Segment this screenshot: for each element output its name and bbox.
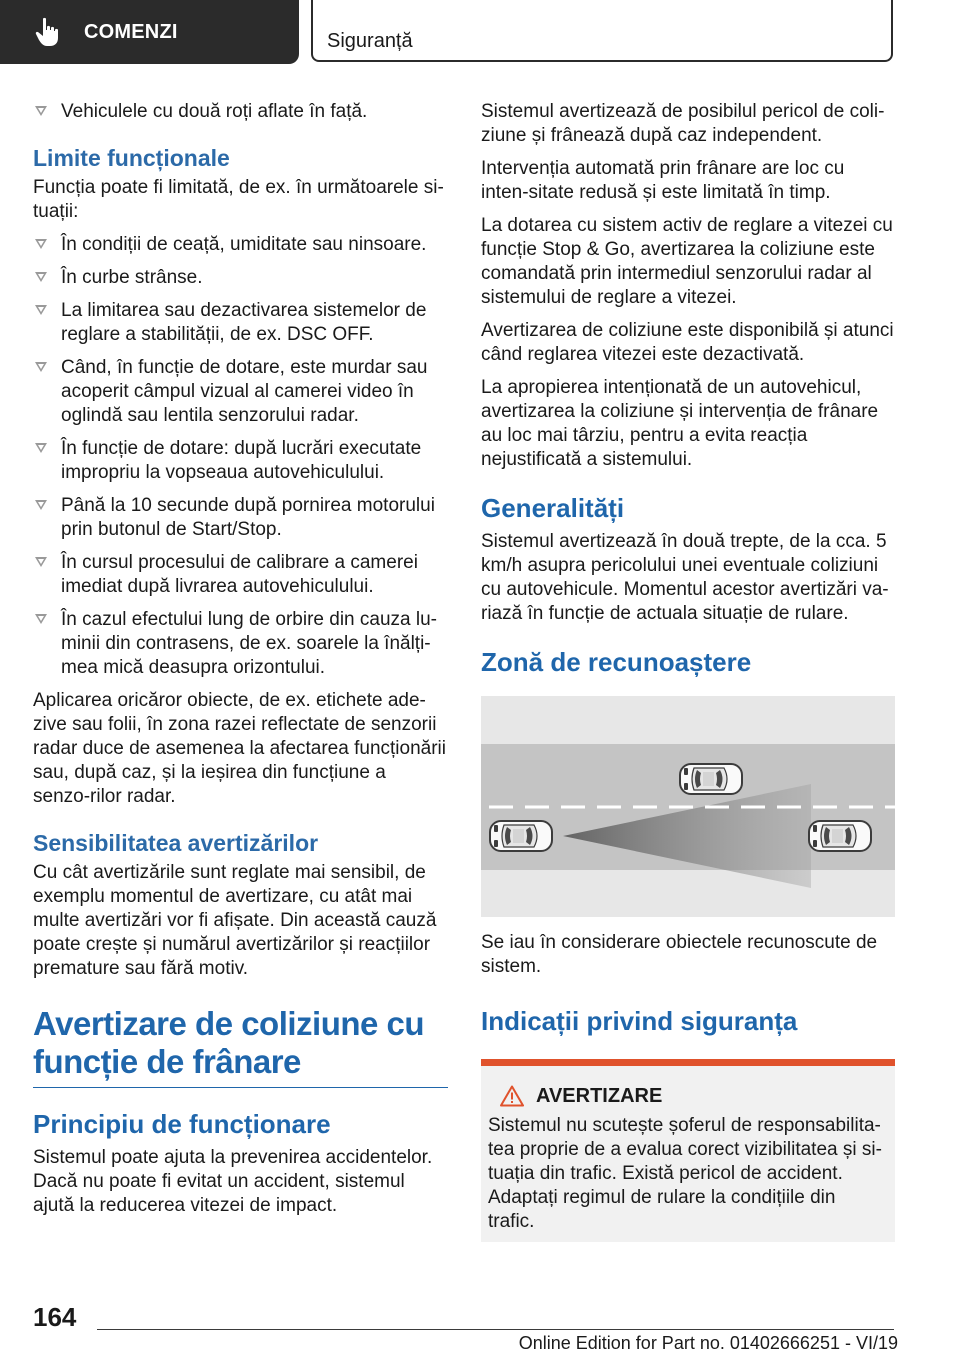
list-item: În curbe strânse. — [33, 266, 448, 290]
bullet-triangle-icon — [35, 272, 47, 282]
chapter-title: COMENZI — [84, 20, 178, 43]
principle-text: Sistemul poate ajuta la prevenirea accidentelor. Dacă nu poate fi evitat un accident, sistemul ajută la reducerea vitezei de impact. — [33, 1147, 433, 1216]
warning-text: Sistemul nu scutește șoferul de responsabilita-tea proprie de a evalua corect vizibilitatea și si-tuația din trafic. Există pericol de accident. Adaptați regimul de rulare la condițiile din trafic. — [488, 1115, 882, 1232]
footer-divider — [97, 1329, 894, 1330]
car-icon — [809, 821, 871, 851]
paragraph: La dotarea cu sistem activ de reglare a vitezei cu funcție Stop & Go, avertizarea la coliziune este comandată prin intermediul senzorului radar al sistemului de reglare a vitezei. — [481, 215, 893, 308]
list-item: În cursul procesului de calibrare a camerei imediat după livrarea autovehiculului. — [33, 551, 448, 599]
car-icon — [490, 821, 552, 851]
right-column — [481, 100, 895, 1242]
list-item: În funcție de dotare: după lucrări executate impropriu la vopseaua autovehiculului. — [33, 437, 448, 485]
general-text: Sistemul avertizează în două trepte, de la cca. 5 km/h asupra pericolului unei eventuale coliziuni cu autovehicule. Momentul acestor avertizări va-riază în funcție de actuala situație de rulare. — [481, 531, 889, 624]
warning-triangle-icon — [500, 1085, 524, 1107]
paragraph: Intervenția automată prin frânare are loc cu inten-sitate redusă și este limitată în timp. — [481, 158, 845, 203]
warning-title-row — [488, 1084, 887, 1108]
bullet-triangle-icon — [35, 362, 47, 372]
list-item: Când, în funcție de dotare, este murdar sau acoperit câmpul vizual al camerei video în oglindă sau lentila senzorului radar. — [33, 356, 448, 428]
warning-title: AVERTIZARE — [536, 1085, 663, 1107]
bullet-triangle-icon — [35, 557, 47, 567]
edition-text: Online Edition for Part no. 01402666251 - VI/19 — [518, 1333, 898, 1353]
left-column — [33, 100, 448, 1227]
bullet-triangle-icon — [35, 106, 47, 116]
paragraph: Avertizarea de coliziune este disponibilă și atunci când reglarea vitezei este dezactivată. — [481, 320, 894, 365]
list-item: În condiții de ceață, umiditate sau ninsoare. — [33, 233, 448, 257]
list-item: Vehiculele cu două roți aflate în față. — [33, 100, 448, 124]
bullet-triangle-icon — [35, 305, 47, 315]
limits-heading: Limite funcționale — [33, 145, 230, 171]
list-item: În cazul efectului lung de orbire din cauza lu-minii din contrasens, de ex. soarele la înălți-mea mică deasupra orizontului. — [33, 608, 448, 680]
bullet-triangle-icon — [35, 443, 47, 453]
sensitivity-text: Cu cât avertizările sunt reglate mai sensibil, de exemplu momentul de avertizare, cu atât mai multe avertizări vor fi afișate. Din această cauză poate crește și numărul avertizărilor și reacțiilor premature sau fără motiv. — [33, 862, 437, 979]
page-number: 164 — [33, 1302, 77, 1332]
chapter-tab[interactable] — [0, 0, 299, 64]
main-heading: Avertizare de coliziune cu funcție de frânare — [33, 1005, 448, 1088]
figure-caption: Se iau în considerare obiectele recunoscute de sistem. — [481, 932, 878, 977]
paragraph: La apropierea intenționată de un autovehicul, avertizarea la coliziune și intervenția de frânare au loc mai târziu, pentru a evita reacția nejustificată a sistemului. — [481, 377, 879, 470]
zone-heading: Zonă de recunoaștere — [481, 647, 752, 677]
sensitivity-heading: Sensibilitatea avertizărilor — [33, 830, 319, 856]
hand-pointer-icon — [32, 15, 66, 49]
bullet-triangle-icon — [35, 614, 47, 624]
limits-outro: Aplicarea oricăror obiecte, de ex. etichete ade-zive sau folii, în zona razei reflectate de senzorii radar duce de asemenea la afectarea funcționării sau, după caz, și la ieșirea din funcțiune a senzo-rilor radar. — [33, 690, 446, 807]
list-item: La limitarea sau dezactivarea sistemelor de reglare a stabilității, de ex. DSC OFF. — [33, 299, 448, 347]
car-icon — [680, 764, 742, 794]
limits-intro: Funcția poate fi limitată, de ex. în următoarele si-tuații: — [33, 177, 444, 222]
safety-heading: Indicații privind siguranța — [481, 1006, 798, 1036]
paragraph: Sistemul avertizează de posibilul pericol de coli-ziune și frânează după caz independent. — [481, 101, 885, 146]
bullet-triangle-icon — [35, 239, 47, 249]
warning-box — [481, 1059, 895, 1242]
detection-zone-figure — [481, 696, 895, 917]
principle-heading: Principiu de funcționare — [33, 1109, 331, 1139]
road-illustration — [481, 696, 895, 917]
bullet-triangle-icon — [35, 500, 47, 510]
general-heading: Generalități — [481, 493, 625, 523]
section-title: Siguranță — [327, 30, 413, 52]
list-item: Până la 10 secunde după pornirea motorului prin butonul de Start/Stop. — [33, 494, 448, 542]
section-tab — [311, 0, 893, 62]
